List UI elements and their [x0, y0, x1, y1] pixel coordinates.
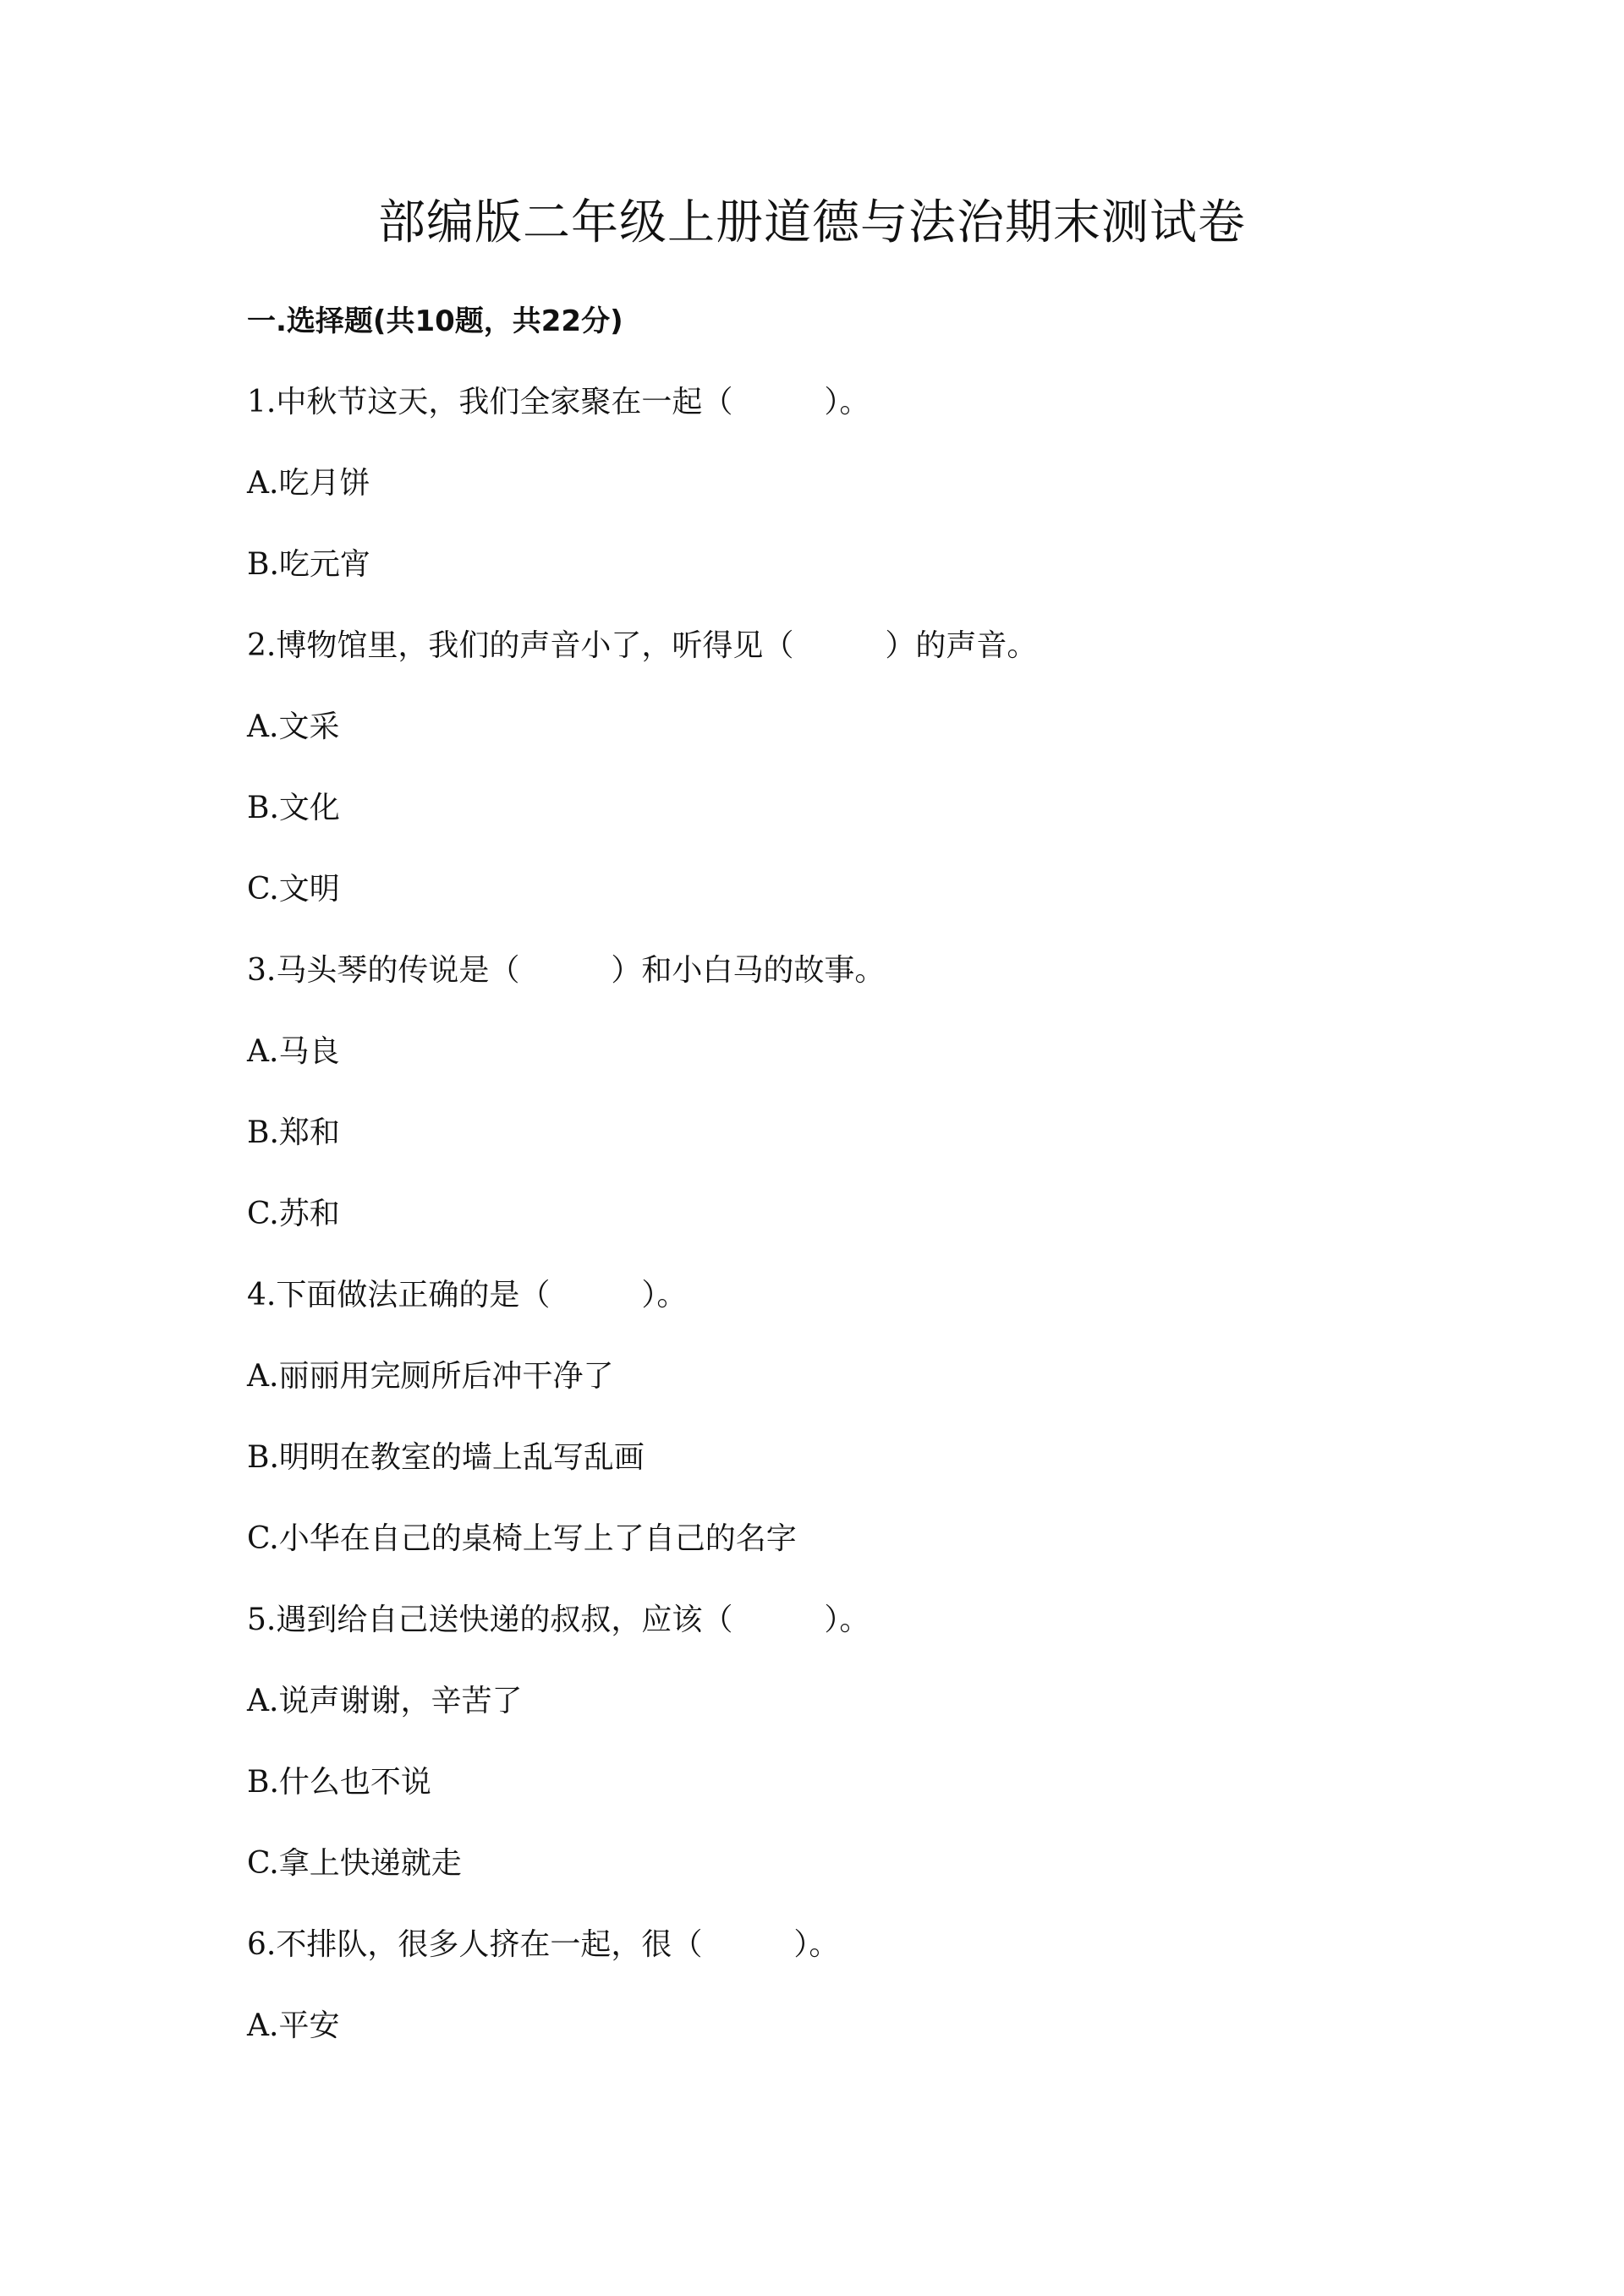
question-4-option-b: B.明明在教室的墙上乱写乱画: [247, 1440, 645, 1475]
question-6-option-a: A.平安: [247, 2008, 340, 2043]
question-4: 4.下面做法正确的是（ ）。: [247, 1278, 688, 1312]
question-2-option-a: A.文采: [247, 710, 340, 744]
page-title: 部编版二年级上册道德与法治期末测试卷: [378, 195, 1246, 250]
question-1: 1.中秋节这天，我们全家聚在一起（ ）。: [247, 385, 870, 419]
question-2: 2.博物馆里，我们的声音小了，听得见（ ）的声音。: [247, 628, 1038, 663]
question-5-option-c: C.拿上快递就走: [247, 1846, 462, 1881]
question-3-option-b: B.郑和: [247, 1115, 340, 1150]
question-3: 3.马头琴的传说是（ ）和小白马的故事。: [247, 953, 886, 988]
question-4-option-a: A.丽丽用完厕所后冲干净了: [247, 1359, 614, 1394]
question-3-option-a: A.马良: [247, 1034, 340, 1069]
question-3-option-c: C.苏和: [247, 1197, 340, 1231]
question-2-option-b: B.文化: [247, 791, 340, 825]
question-5-option-a: A.说声谢谢，辛苦了: [247, 1684, 523, 1718]
question-5-option-b: B.什么也不说: [247, 1765, 431, 1800]
question-4-option-c: C.小华在自己的桌椅上写上了自己的名字: [247, 1521, 797, 1556]
question-5: 5.遇到给自己送快递的叔叔，应该（ ）。: [247, 1603, 870, 1637]
question-1-option-a: A.吃月饼: [247, 466, 370, 501]
question-6: 6.不排队，很多人挤在一起，很（ ）。: [247, 1927, 840, 1962]
question-1-option-b: B.吃元宵: [247, 547, 370, 582]
question-2-option-c: C.文明: [247, 872, 340, 907]
section-heading: 一.选择题(共10题，共22分): [247, 304, 623, 338]
